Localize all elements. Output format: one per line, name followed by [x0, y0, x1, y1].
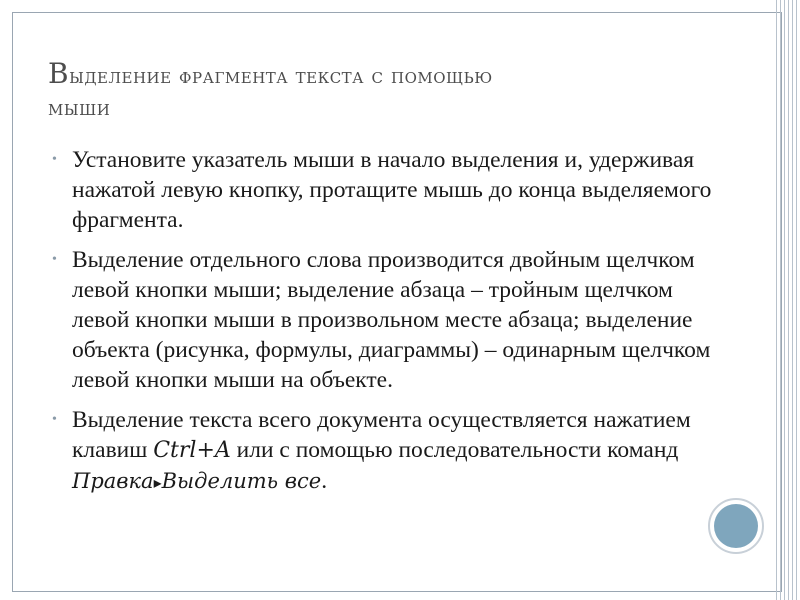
keyboard-shortcut: Ctrl+A [153, 438, 231, 463]
bullet-text-end: . [321, 468, 328, 494]
title-initial: В [48, 57, 70, 90]
bullet-icon: • [52, 152, 57, 167]
bullet-text: Выделение отдельного слова производится двойным щелчком левой кнопки мыши; выделение абзаца – тройным щелчком левой кнопки мыши в произвольном месте абзаца; выделение объекта (рисунка, формулы, диаграммы) – одинарным щелчком левой кнопки мыши на объекте. [72, 247, 711, 393]
bullet-text-middle: или с помощью последовательности команд [230, 437, 679, 463]
list-item [48, 245, 728, 395]
bullet-list [48, 145, 728, 509]
slide-title [48, 58, 728, 125]
decorative-circle [714, 504, 758, 548]
menu-arrow-icon: ▸ [153, 475, 162, 492]
bullet-text-start: Выделение текста всего документа осуществляется нажатием клавиш [72, 407, 691, 463]
menu-command: Выделить все [161, 469, 322, 493]
menu-name: Правка [72, 469, 154, 493]
decorative-stripes [771, 0, 799, 600]
bullet-icon: • [52, 252, 57, 267]
bullet-text: Установите указатель мыши в начало выделения и, удерживая нажатой левую кнопку, протащите мышь до конца выделяемого фрагмента. [72, 147, 712, 233]
bullet-icon: • [52, 412, 57, 427]
title-line-2: мыши [48, 96, 111, 121]
list-item [48, 405, 728, 499]
list-item [48, 145, 728, 235]
title-text: ыделение фрагмента текста с помощью [69, 64, 493, 89]
